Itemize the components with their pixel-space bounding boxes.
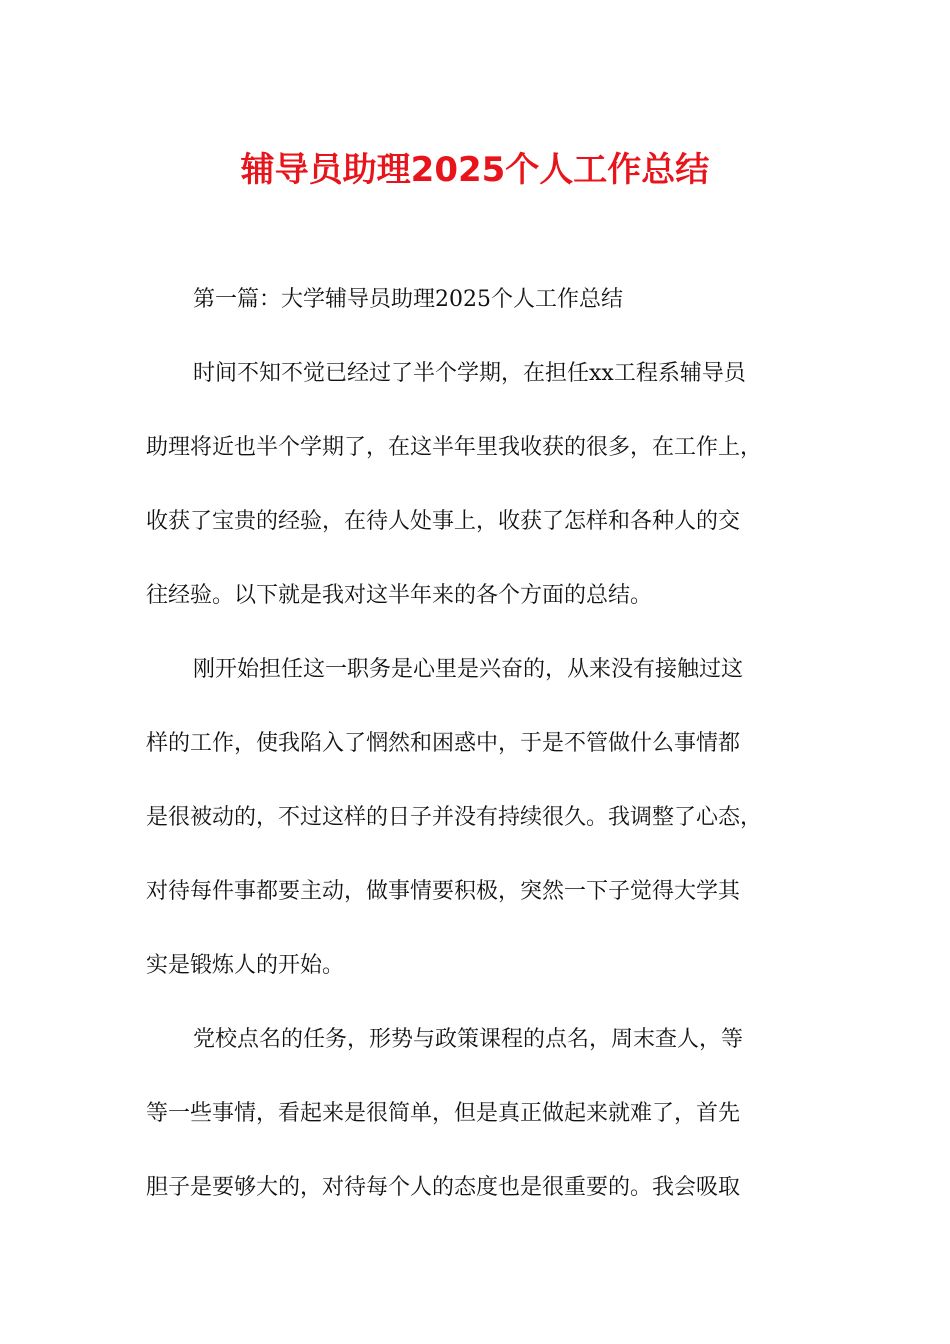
document-body xyxy=(146,281,806,1243)
text-line: 助理将近也半个学期了，在这半年里我收获的很多，在工作上， xyxy=(146,435,763,460)
paragraph xyxy=(146,651,806,985)
text-line: 党校点名的任务，形势与政策课程的点名，周末查人，等 xyxy=(193,1027,744,1052)
paragraph xyxy=(146,1021,806,1207)
text-line: 样的工作，使我陷入了惘然和困惑中，于是不管做什么事情都 xyxy=(146,731,741,756)
text-line: 收获了宝贵的经验，在待人处事上，收获了怎样和各种人的交 xyxy=(146,509,741,534)
text-line: 时间不知不觉已经过了半个学期，在担任xx工程系辅导员 xyxy=(193,361,746,386)
text-line: 往经验。以下就是我对这半年来的各个方面的总结。 xyxy=(146,583,653,608)
document-title: 辅导员助理2025个人工作总结 xyxy=(240,150,710,190)
text-line: 实是锻炼人的开始。 xyxy=(146,953,345,978)
paragraph-heading xyxy=(146,281,806,319)
text-line: 对待每件事都要主动，做事情要积极，突然一下子觉得大学其 xyxy=(146,879,741,904)
text-line: 胆子是要够大的，对待每个人的态度也是很重要的。我会吸取 xyxy=(146,1175,741,1200)
text-line: 第一篇：大学辅导员助理2025个人工作总结 xyxy=(193,287,623,312)
paragraph xyxy=(146,355,806,615)
text-line: 等一些事情，看起来是很简单，但是真正做起来就难了，首先 xyxy=(146,1101,741,1126)
text-line: 是很被动的，不过这样的日子并没有持续很久。我调整了心态， xyxy=(146,805,763,830)
text-line: 刚开始担任这一职务是心里是兴奋的，从来没有接触过这 xyxy=(193,657,744,682)
